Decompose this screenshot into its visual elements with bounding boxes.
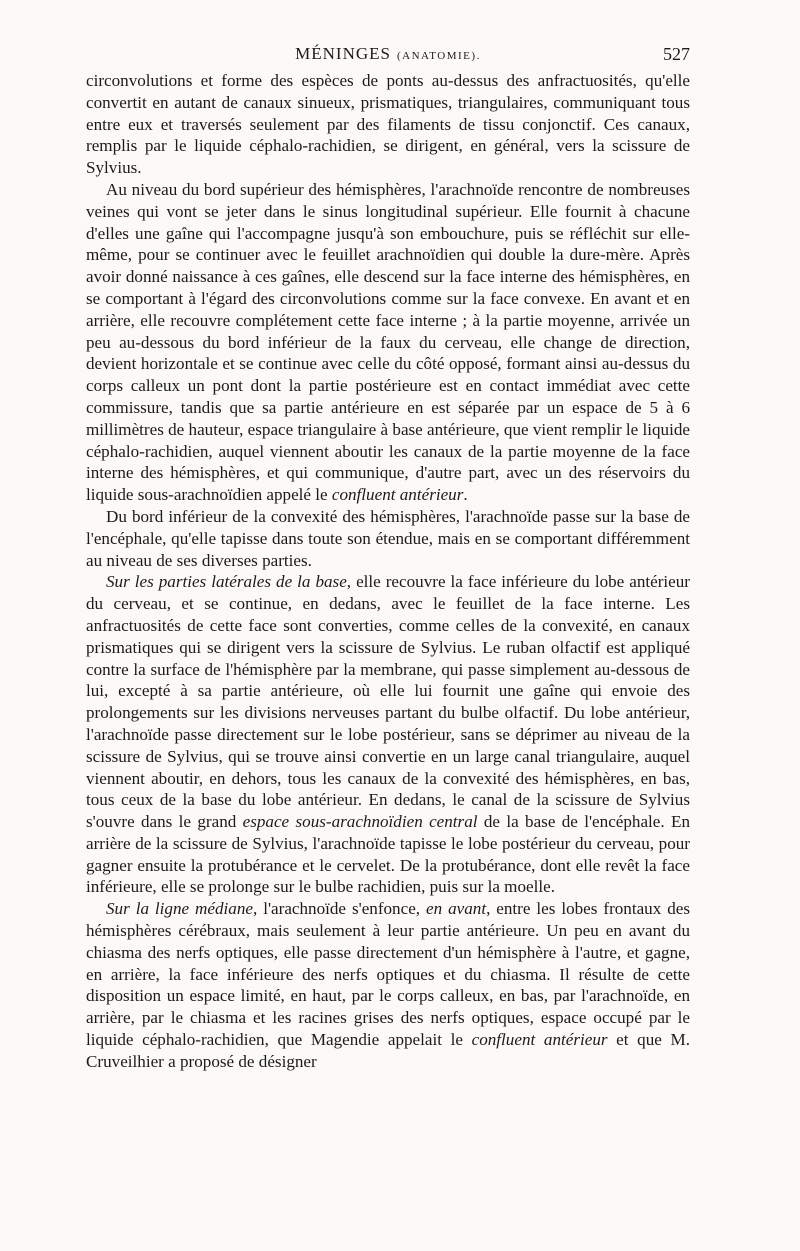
text-run: , elle recouvre la face inférieure du lobe antérieur du cerveau, et se continue, en dedans, avec le feuillet de la face interne. Les anfractuosités de cette face sont converties, comme celles de la convexité, en canaux prismatiques qui se dirigent vers la scissure de Sylvius. Le ruban olfactif est appliqué contre la surface de l'hémisphère par la membrane, qui passe simplement au-dessous de lui, excepté à sa partie antérieure, où elle lui fournit une gaîne qui envoie des prolongements sur les divisions nerveuses partant du bulbe olfactif. Du lobe antérieur, l'arachnoïde passe directement sur le lobe postérieur, sans se déprimer au niveau de la scissure de Sylvius, qui se trouve ainsi convertie en un large canal triangulaire, auquel viennent aboutir, en dehors, tous les canaux de la convexité des hémisphères, en bas, tous ceux de la base du lobe antérieur. En dedans, le canal de la scissure de Sylvius s'ouvre dans le grand [86,572,690,832]
text-run: de la base de l'encéphale. En arrière de la scissure de Sylvius, l'arachnoïde tapisse le lobe postérieur du cerveau, pour gagner ensuite la protubérance et le cervelet. De la protubérance, dont elle revêt la face inférieure, elle se prolonge sur le bulbe rachidien, puis sur la moelle. [86,812,690,897]
text-run: . [463,485,468,505]
text-run: Au niveau du bord supérieur des hémisphères, l'arachnoïde rencontre de nombreuses veines qui vont se jeter dans le sinus longitudinal supérieur. Elle fournit à chacune d'elles une gaîne qui l'accompagne jusqu'à son embouchure, puis se réfléchit sur elle-même, pour se continuer avec le feuillet arachnoïdien qui double la dure-mère. Après avoir donné naissance à ces gaînes, elle descend sur la face interne des hémisphères, en se comportant à l'égard des circonvolutions comme sur la face convexe. En avant et en arrière, elle recouvre complétement cette face interne ; à la partie moyenne, arrivée un peu au-dessous du bord inférieur de la faux du cerveau, elle change de direction, devient horizontale et se continue avec celle du côté opposé, formant ainsi au-dessus du corps calleux un pont dont la partie postérieure est en contact immédiat avec cette commissure, tandis que sa partie antérieure en est séparée par un espace de 5 à 6 millimètres de hauteur, espace triangulaire à base antérieure, que vient remplir le liquide céphalo-rachidien, auquel viennent aboutir les canaux de la partie moyenne de la face interne des hémisphères, et qui communique, d'autre part, avec un des réservoirs du liquide sous-arachnoïdien appelé le [86,179,690,505]
paragraph [86,179,690,506]
text-run: , entre les lobes frontaux des hémisphères cérébraux, mais seulement à leur partie antérieure. Un peu en avant du chiasma des nerfs optiques, elle passe directement d'un hémisphère à l'autre, et gagne, en arrière, la face inférieure des nerfs optiques et du chiasma. Il résulte de cette disposition un espace limité, en haut, par le corps calleux, en bas, par l'arachnoïde, en arrière, par le chiasma et les racines grises des nerfs optiques, espace occupé par le liquide céphalo-rachidien, que Magendie appelait le [86,899,691,1050]
italic-text: Sur les parties latérales de la base [106,572,347,592]
italic-text: confluent antérieur [331,485,464,505]
italic-text: en avant [426,899,487,919]
paragraph [86,571,690,898]
running-head [86,44,690,64]
italic-text: confluent antérieur [471,1030,608,1050]
paragraph [86,898,690,1072]
paragraph [86,506,690,571]
paragraph [86,70,690,179]
page-number: 527 [663,44,690,64]
text-run: et que M. Cruveilhier a proposé de désigner [86,1030,690,1071]
running-head-subtitle: (ANATOMIE). [397,50,481,62]
body-text [86,70,690,1073]
italic-text: Sur la ligne médiane [106,899,253,919]
text-run: Du bord inférieur de la convexité des hémisphères, l'arachnoïde passe sur la base de l'encéphale, qu'elle tapisse dans toute son étendue, mais en se comportant différemment au niveau de ses diverses parties. [86,506,690,570]
text-run: , l'arachnoïde s'enfonce, [252,899,427,919]
running-head-title: MÉNINGES [295,44,391,63]
text-run: circonvolutions et forme des espèces de ponts au-dessus des anfractuosités, qu'elle convertit en autant de canaux sinueux, prismatiques, triangulaires, communiquant tous entre eux et traversés seulement par des filaments de tissu conjonctif. Ces canaux, remplis par le liquide céphalo-rachidien, se dirigent, en général, vers la scissure de Sylvius. [86,71,690,178]
italic-text: espace sous-arachnoïdien central [242,812,478,832]
